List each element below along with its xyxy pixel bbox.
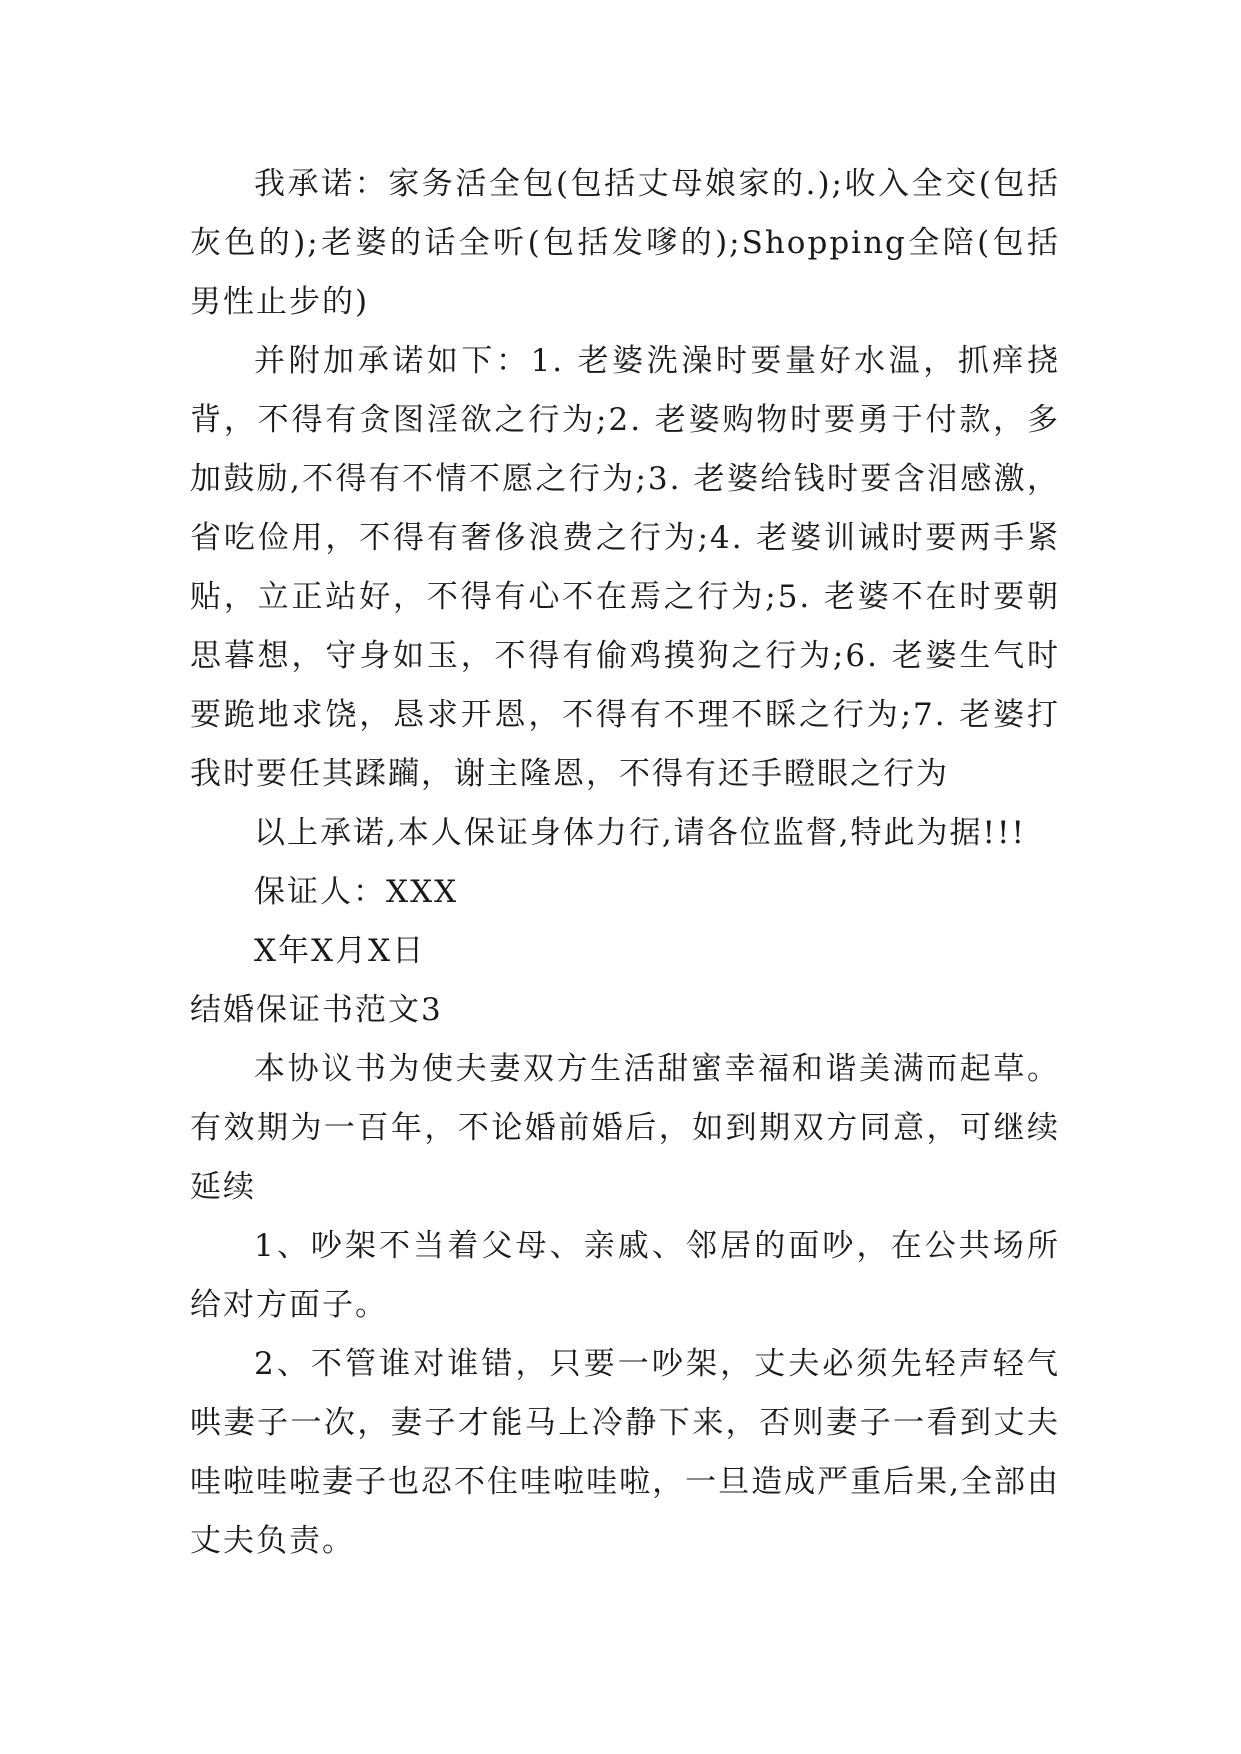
promise-paragraph: 我承诺：家务活全包(包括丈母娘家的.);收入全交(包括灰色的);老婆的话全听(包括发嗲的);Shopping全陪(包括男性止步的): [190, 166, 1060, 320]
clause-paragraph: 1、吵架不当着父母、亲戚、邻居的面吵，在公共场所给对方面子。: [190, 1228, 1060, 1323]
section-title: 结婚保证书范文3: [190, 992, 443, 1028]
document-body: [190, 155, 1060, 1571]
clause-paragraph: 2、不管谁对谁错，只要一吵架，丈夫必须先轻声轻气哄妻子一次，妻子才能马上冷静下来，否则妻子一看到丈夫哇啦哇啦妻子也忍不住哇啦哇啦，一旦造成严重后果,全部由丈夫负责。: [190, 1346, 1060, 1559]
intro-paragraph: 本协议书为使夫妻双方生活甜蜜幸福和谐美满而起草。有效期为一百年，不论婚前婚后，如到期双方同意，可继续延续: [190, 1051, 1060, 1205]
additional-promises-paragraph: 并附加承诺如下：1. 老婆洗澡时要量好水温，抓痒挠背，不得有贪图淫欲之行为;2. 老婆购物时要勇于付款，多加鼓励,不得有不情不愿之行为;3. 老婆给钱时要含泪感激，省吃俭用，不得有奢侈浪费之行为;4. 老婆训诫时要两手紧贴，立正站好，不得有心不在焉之行为;5. 老婆不在时要朝思暮想，守身如玉，不得有偷鸡摸狗之行为;6. 老婆生气时要跪地求饶，恳求开恩，不得有不理不睬之行为;7. 老婆打我时要任其蹂躏，谢主隆恩，不得有还手瞪眼之行为: [190, 343, 1060, 792]
closing-statement: 以上承诺,本人保证身体力行,请各位监督,特此为据!!!: [254, 815, 1026, 851]
guarantor-line: 保证人：XXX: [254, 874, 459, 910]
date-line: X年X月X日: [254, 933, 426, 969]
